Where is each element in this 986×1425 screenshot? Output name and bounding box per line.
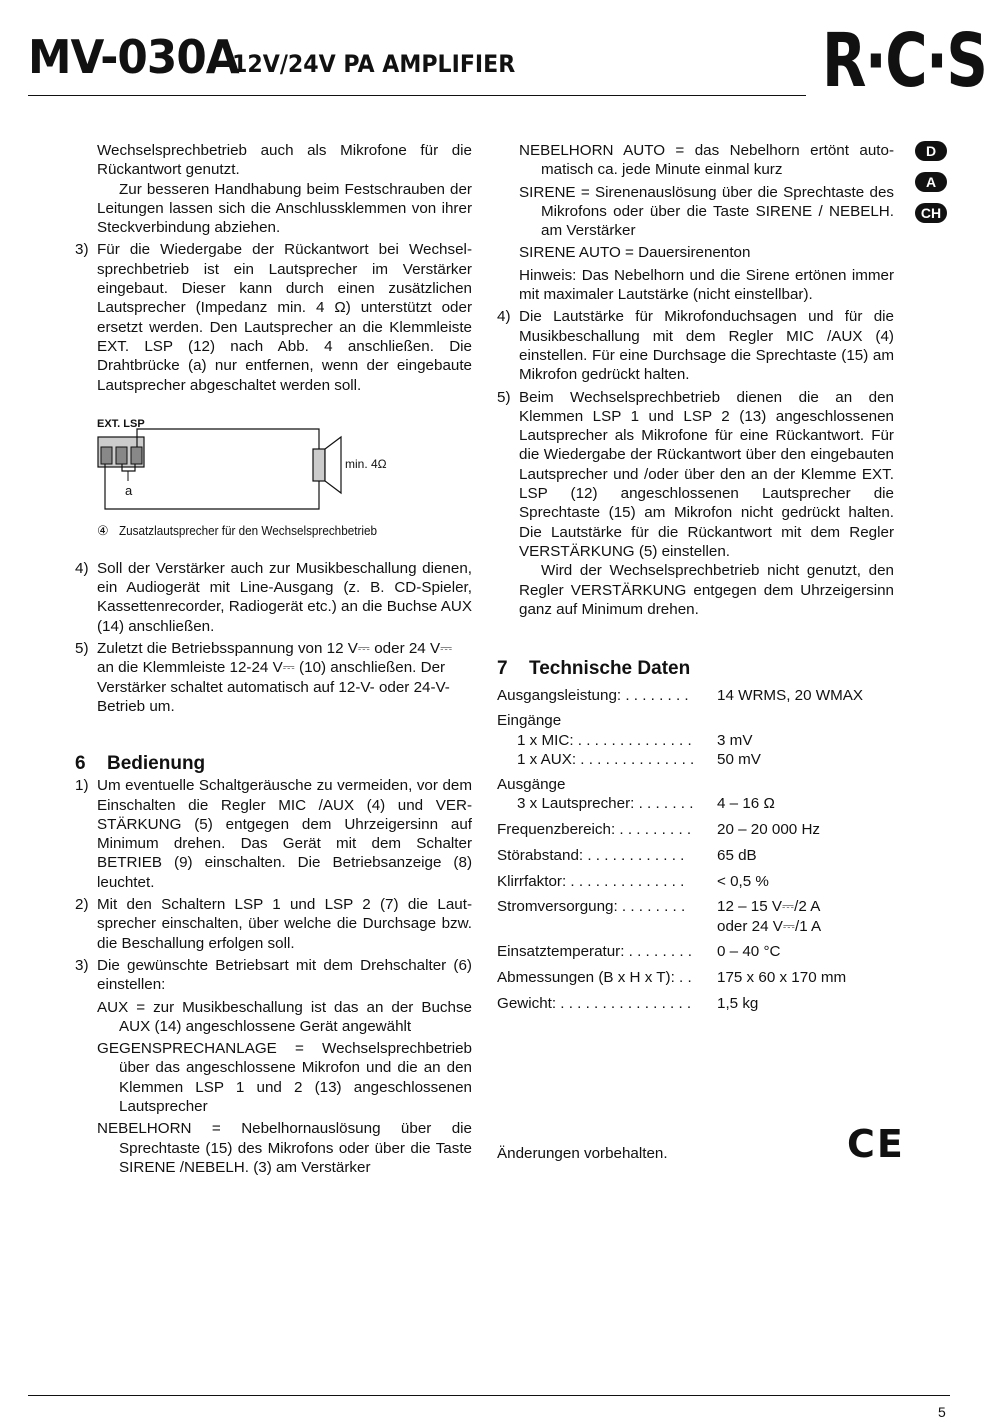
step-number: 2): [75, 896, 89, 914]
step-text: Die gewünschte Betriebsart mit dem Drehschalter (6) einstellen:: [97, 956, 472, 994]
step-number: 4): [75, 559, 89, 577]
spec-row: [497, 942, 897, 961]
setup-step-4: [75, 559, 472, 636]
spec-value: 65 dB: [717, 846, 757, 864]
setup-step-3: [75, 240, 472, 394]
section-title: Technische Daten: [529, 658, 691, 680]
spec-value: 175 x 60 x 170 mm: [717, 968, 847, 986]
step-number: 1): [75, 777, 89, 795]
step-text: Zuletzt die Betriebsspannung von 12 V⎓ oder 24 V⎓ an die Klemmleiste 12-24 V⎓ (10) anschließen. Der Verstärker schaltet automatisch auf 12-V- oder 24-V-Betrieb um.: [97, 640, 453, 715]
spec-value: 14 WRMS, 20 WMAX: [717, 687, 863, 704]
lang-badge-d: D: [915, 141, 947, 161]
bridge-label: a: [125, 482, 133, 498]
spec-label: Ausgänge: [497, 776, 566, 794]
step-text: Mit den Schaltern LSP 1 und LSP 2 (7) die Lautsprecher einschalten, über welche die Durchsage bzw. die Beschallung erfolgen soll.: [97, 896, 472, 952]
spec-value: 20 – 20 000 Hz: [717, 821, 821, 839]
spec-label: 3 x Lautsprecher: . . . . . . .: [517, 795, 694, 813]
mode-aux: AUX = zur Musikbeschallung ist das an der Buchse AUX (14) angeschlossene Gerät angewählt: [97, 998, 472, 1035]
spec-table: [497, 686, 897, 1019]
spec-value: [717, 775, 897, 794]
spec-row: [497, 897, 897, 936]
spec-row: [497, 994, 897, 1013]
spec-value: 1,5 kg: [717, 994, 759, 1012]
changes-reserved-note: Änderungen vorbehalten.: [497, 1145, 668, 1162]
spec-label: 1 x AUX: . . . . . . . . . . . . . .: [517, 750, 695, 768]
operation-step-5: [497, 388, 894, 620]
spec-row: [497, 820, 897, 839]
right-column: [497, 141, 894, 681]
mode-nebelhorn-auto: NEBELHORN AUTO = das Nebelhorn ertönt automatisch ca. jede Minute einmal kurz: [519, 142, 894, 179]
spec-row: [497, 968, 897, 987]
step-text: Beim Wechselsprechbetrieb dienen die an den Klemmen LSP 1 und LSP 2 (13) angeschlossenen Lautsprecher als Mikrofone für eine Rückantwort. Für die Wiedergabe der Rückantwort über den eingebauten Lautsprecher und /oder über den an der Klemme EXT. LSP (12) angeschlossenen Lautsprecher die Sprechtaste (15) am Mikrofon nicht gedrückt halten. Die Lautstärke für die Rückantwort mit dem Regler VERSTÄRKUNG (5) einstellen.: [519, 388, 894, 560]
step-number: 3): [75, 241, 89, 259]
spec-label: Frequenzbereich: . . . . . . . . .: [497, 821, 692, 839]
spec-label: Klirrfaktor: . . . . . . . . . . . . . .: [497, 872, 685, 890]
spec-value: 12 – 15 V⎓/2 A oder 24 V⎓/1 A: [717, 898, 822, 935]
spec-value: 4 – 16 Ω: [717, 795, 775, 813]
wiring-diagram: [75, 409, 472, 519]
document-subtitle: 12V/24V PA AMPLIFIER: [232, 50, 516, 78]
page-number: 5: [938, 1404, 946, 1420]
spec-row: [497, 872, 897, 891]
volume-hint: Hinweis: Das Nebelhorn und die Sirene ertönen immer mit maximaler Lautstärke (nicht einstellbar).: [519, 266, 894, 304]
step-text-continued: Wird der Wechselsprechbetrieb nicht genutzt, den Regler VERSTÄRKUNG entgegen dem Uhrzeigersinn ganz auf Minimum drehen.: [519, 562, 894, 618]
operation-step-2: [75, 895, 472, 953]
spec-label: Ausgangsleistung: . . . . . . . .: [497, 687, 689, 704]
spec-row: [497, 794, 897, 813]
spec-row: [497, 846, 897, 865]
spec-value: 50 mV: [717, 750, 761, 768]
spec-row: [497, 775, 897, 794]
spec-value: [717, 711, 897, 730]
intro-paragraph-2: Zur besseren Handhabung beim Festschrauben der Leitungen lassen sich die Anschlussklemmen von ihrer Steckverbindung abziehen.: [97, 180, 472, 237]
spec-value: < 0,5 %: [717, 872, 769, 890]
intro-paragraph-1: Wechselsprechbetrieb auch als Mikrofone für die Rückantwort genutzt.: [97, 142, 472, 179]
spec-label: 1 x MIC: . . . . . . . . . . . . . .: [517, 731, 692, 749]
mode-sirene-auto: SIRENE AUTO = Dauersirenenton: [519, 244, 751, 262]
section-number: 7: [497, 658, 508, 680]
spec-label: Störabstand: . . . . . . . . . . . .: [497, 846, 685, 864]
operation-step-3: [75, 956, 472, 1177]
step-number: 5): [497, 388, 511, 406]
lang-badge-ch: CH: [915, 203, 947, 223]
mode-gegensprechanlage: GEGENSPRECHANLAGE = Wechselsprechbetrieb über das angeschlossene Mikrofon und die an den Klemmen LSP 1 und 2 (13) angeschlossenen Lautsprecher: [97, 1040, 472, 1115]
step-number: 4): [497, 308, 511, 326]
spec-row: [497, 731, 897, 750]
footer-rule: [28, 1395, 950, 1396]
section-heading-bedienung: [75, 752, 472, 776]
section-heading-technische-daten: [497, 657, 894, 681]
ce-mark: CE: [847, 1122, 905, 1166]
figure-number: ④: [97, 522, 109, 538]
spec-row: [497, 686, 897, 705]
spec-label: Gewicht: . . . . . . . . . . . . . . . .: [497, 994, 692, 1012]
spec-row: [497, 750, 897, 769]
figure-caption: Zusatzlautsprecher für den Wechselsprechbetrieb: [118, 522, 377, 538]
spec-value: 3 mV: [717, 731, 753, 749]
operation-step-4: [497, 307, 894, 384]
left-column: [75, 141, 472, 1177]
lang-badge-a: A: [915, 172, 947, 192]
step-number: 5): [75, 640, 89, 658]
step-text: Die Lautstärke für Mikrofonduchsagen und für die Musikbeschallung mit dem Regler MIC /AUX (4) einstellen. Für eine Durchsage die Sprechtaste (15) am Mikrofon gedrückt halten.: [519, 308, 894, 384]
section-number: 6: [75, 753, 86, 775]
spec-label: Eingänge: [497, 712, 562, 730]
rcs-logo: R·C·S: [822, 18, 986, 104]
spec-row: [497, 711, 897, 730]
model-title: MV-030A: [28, 30, 239, 84]
figure-speaker-connection: [75, 409, 472, 559]
step-text: Soll der Verstärker auch zur Musikbeschallung dienen, ein Audiogerät mit Line-Ausgang (z. B. CD-Spieler, Kassettenrecorder, Radiogerät etc.) an die Buchse AUX (14) anschließen.: [97, 559, 472, 635]
spec-label: Einsatztemperatur: . . . . . . . .: [497, 943, 692, 961]
mode-sirene: SIRENE = Sirenenauslösung über die Sprechtaste des Mikrofons oder über die Taste SIRENE / NEBELH. am Verstärker: [519, 183, 894, 240]
step-text: Für die Wiedergabe der Rückantwort bei Wechselsprechbetrieb ist ein Lautsprecher im Verstärker eingebaut. Dieser kann durch einen zusätzlichen Lautsprecher (Impedanz min. 4 Ω) unterstützt oder ersetzt werden. Den Lautsprecher an die Klemmleiste EXT. LSP (12) nach Abb. 4 anschließen. Die Drahtbrücke (a) nur entfernen, wenn der eingebaute Lautsprecher abgeschaltet werden soll.: [97, 241, 472, 394]
impedance-label: min. 4Ω: [345, 456, 387, 471]
terminal-label: EXT. LSP: [97, 417, 145, 430]
step-text: Um eventuelle Schaltgeräusche zu vermeiden, vor dem Einschalten die Regler MIC /AUX (4) und VERSTÄRKUNG (5) entgegen dem Uhrzeigersinn auf Minimum drehen. Das Gerät mit dem Schalter BETRIEB (9) einschalten. Die Betriebsanzeige (8) leuchtet.: [97, 777, 472, 891]
spec-label: Stromversorgung: . . . . . . . .: [497, 898, 686, 916]
section-title: Bedienung: [107, 753, 206, 775]
step-number: 3): [75, 956, 89, 974]
spec-value: 0 – 40 °C: [717, 943, 781, 961]
operation-step-1: [75, 776, 472, 892]
mode-nebelhorn: NEBELHORN = Nebelhornauslösung über die Sprechtaste (15) des Mikrofons oder über die Taste SIRENE /NEBELH. (3) am Verstärker: [97, 1120, 472, 1176]
setup-step-5: [75, 639, 472, 716]
header-rule: [28, 95, 806, 96]
spec-label: Abmessungen (B x H x T): . .: [497, 968, 692, 986]
